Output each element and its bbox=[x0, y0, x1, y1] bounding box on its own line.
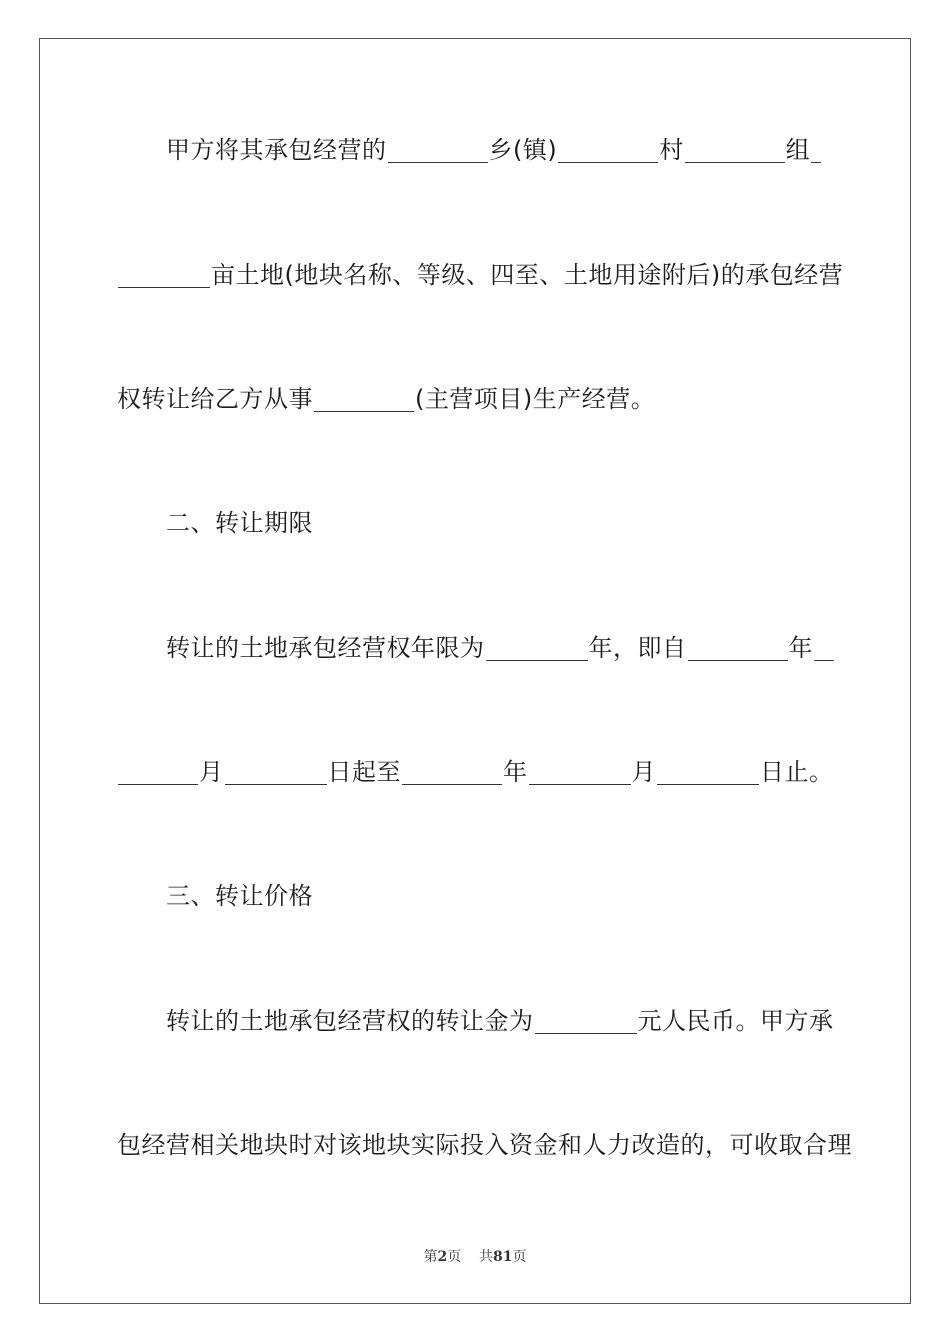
text-segment: 月 bbox=[199, 758, 224, 786]
blank-field[interactable] bbox=[814, 634, 834, 661]
text-segment: 年，即自 bbox=[588, 634, 687, 662]
blank-field[interactable] bbox=[657, 758, 759, 785]
paragraph-line-8 bbox=[0, 1003, 950, 1039]
blank-field[interactable] bbox=[118, 758, 198, 785]
text-segment: (主营项目)生产经营。 bbox=[415, 385, 656, 413]
blank-field[interactable] bbox=[486, 634, 588, 661]
text-segment: 日止。 bbox=[760, 758, 834, 786]
text-segment: 二、转让期限 bbox=[166, 509, 313, 537]
text-segment: 月 bbox=[631, 758, 656, 786]
blank-field[interactable] bbox=[529, 758, 631, 785]
blank-field[interactable] bbox=[811, 136, 821, 163]
paragraph-line-3 bbox=[0, 381, 950, 417]
blank-field[interactable] bbox=[402, 758, 502, 785]
page-border bbox=[39, 38, 911, 1304]
page-prefix: 第 bbox=[423, 1249, 438, 1265]
text-segment: 三、转让价格 bbox=[166, 882, 313, 910]
text-segment: 亩土地(地块名称、等级、四至、土地用途附后)的承包经营 bbox=[211, 261, 844, 289]
text-segment: 包经营相关地块时对该地块实际投入资金和人力改造的，可收取合理 bbox=[117, 1131, 852, 1159]
text-segment: 日起至 bbox=[327, 758, 401, 786]
paragraph-line-2 bbox=[0, 257, 950, 293]
total-suffix: 页 bbox=[512, 1249, 527, 1265]
page-footer bbox=[0, 1246, 950, 1266]
page-number: 2 bbox=[437, 1249, 448, 1265]
paragraph-line-9 bbox=[0, 1127, 950, 1163]
text-segment: 甲方将其承包经营的 bbox=[166, 136, 387, 164]
blank-field[interactable] bbox=[688, 634, 788, 661]
text-segment: 组 bbox=[785, 136, 811, 164]
section-heading-price bbox=[0, 878, 950, 914]
text-segment: 权转让给乙方从事 bbox=[117, 385, 313, 413]
page-suffix: 页 bbox=[447, 1249, 462, 1265]
blank-field[interactable] bbox=[388, 136, 488, 163]
total-pages: 81 bbox=[493, 1249, 513, 1265]
total-prefix: 共 bbox=[479, 1249, 494, 1265]
text-segment: 元人民币。甲方承 bbox=[637, 1007, 834, 1035]
blank-field[interactable] bbox=[535, 1007, 637, 1034]
blank-field[interactable] bbox=[685, 136, 785, 163]
text-segment: 年 bbox=[503, 758, 528, 786]
blank-field[interactable] bbox=[118, 261, 210, 288]
text-segment: 村 bbox=[659, 136, 684, 164]
text-segment: 转让的土地承包经营权的转让金为 bbox=[166, 1007, 534, 1035]
paragraph-line-5 bbox=[0, 630, 950, 666]
text-segment: 年 bbox=[788, 634, 813, 662]
paragraph-line-1 bbox=[0, 132, 950, 168]
paragraph-line-6 bbox=[0, 754, 950, 790]
section-heading-term bbox=[0, 505, 950, 541]
text-segment: 转让的土地承包经营权年限为 bbox=[166, 634, 485, 662]
blank-field[interactable] bbox=[225, 758, 327, 785]
blank-field[interactable] bbox=[558, 136, 658, 163]
blank-field[interactable] bbox=[314, 385, 414, 412]
text-segment: 乡(镇) bbox=[488, 136, 558, 164]
